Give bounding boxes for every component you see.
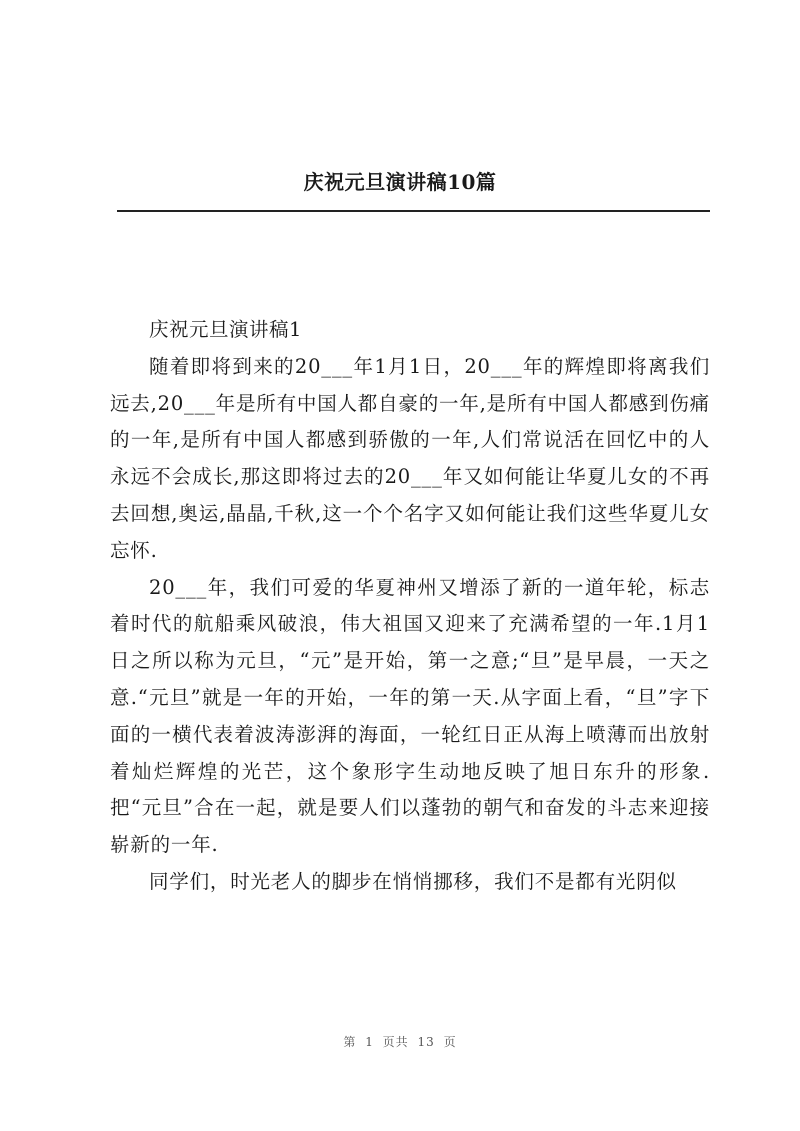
body-paragraph: 随着即将到来的20___年1月1日，20___年的辉煌即将离我们远去,20___年是所有中国人都自豪的一年,是所有中国人都感到伤痛的一年,是所有中国人都感到骄傲的一年,人们常说活在回忆中的人永远不会成长,那这即将过去的20___年又如何能让华夏儿女的不再去回想,奥运,晶晶,千秋,这一个个名字又如何能让我们这些华夏儿女忘怀.	[110, 354, 710, 562]
body-paragraph: 20___年，我们可爱的华夏神州又增添了新的一道年轮，标志着时代的航船乘风破浪，伟大祖国又迎来了充满希望的一年.1月1日之所以称为元旦，“元”是开始，第一之意;“旦”是早晨，一天之意.“元旦”就是一年的开始，一年的第一天.从字面上看，“旦”字下面的一横代表着波涛澎湃的海面，一轮红日正从海上喷薄而出放射着灿烂辉煌的光芒，这个象形字生动地反映了旭日东升的形象.把“元旦”合在一起，就是要人们以蓬勃的朝气和奋发的斗志来迎接崭新的一年.	[110, 575, 710, 857]
section-heading: 庆祝元旦演讲稿1	[149, 318, 302, 341]
title-divider	[117, 210, 710, 212]
document-body	[110, 312, 710, 901]
document-title: 庆祝元旦演讲稿10篇	[303, 170, 497, 194]
page-number: 第 1 页共 13 页	[343, 1035, 457, 1049]
body-paragraph: 同学们，时光老人的脚步在悄悄挪移，我们不是都有光阴似	[149, 869, 677, 893]
